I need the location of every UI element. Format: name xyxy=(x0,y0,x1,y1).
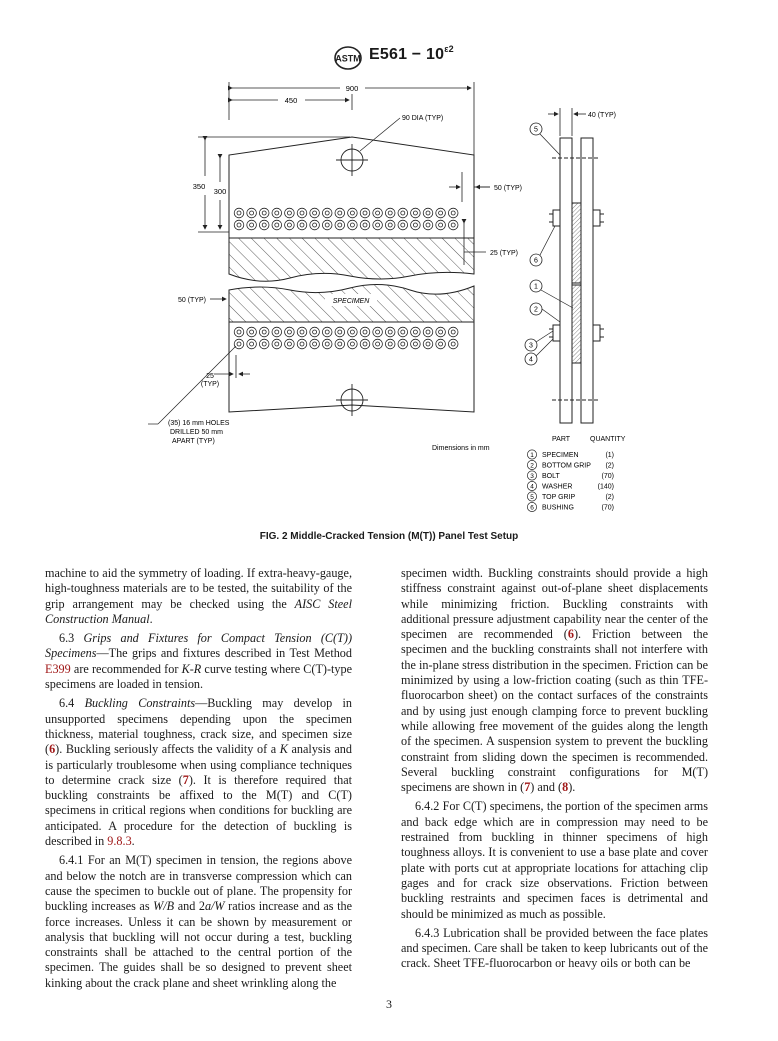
bolt-hole-inner xyxy=(363,211,367,215)
bolt-hole-inner xyxy=(350,342,354,346)
svg-text:1: 1 xyxy=(534,283,538,291)
bolt-hole xyxy=(322,208,332,218)
bolt-hole-inner xyxy=(325,223,329,227)
dim-300: 300 xyxy=(213,187,227,196)
dim-hole-dia: 90 DIA (TYP) xyxy=(402,115,444,122)
bolt-hole-inner xyxy=(350,211,354,215)
bolt-hole-inner xyxy=(325,342,329,346)
bolt-hole-inner xyxy=(401,223,405,227)
svg-text:5: 5 xyxy=(534,126,538,134)
dim-350: 350 xyxy=(192,182,206,191)
part-number: 2 xyxy=(530,462,534,470)
bolt-hole-inner xyxy=(451,223,455,227)
bolt-hole xyxy=(285,220,295,230)
svg-text:ASTM: ASTM xyxy=(335,53,361,64)
bolt-hole-inner xyxy=(388,330,392,334)
bolt-hole-inner xyxy=(401,330,405,334)
bolt-hole-inner xyxy=(287,211,291,215)
bolt-hole xyxy=(272,220,282,230)
part-quantity: (2) xyxy=(605,462,614,470)
part-number: 1 xyxy=(530,452,534,459)
bolt-hole-inner xyxy=(262,342,266,346)
ref-8[interactable]: 8 xyxy=(562,780,569,795)
bolt-hole-inner xyxy=(313,223,317,227)
bolt-hole-inner xyxy=(338,223,342,227)
bolt-hole xyxy=(234,339,244,349)
holes-note-2: DRILLED 50 mm xyxy=(170,429,223,436)
dim-25-right: 25 (TYP) xyxy=(490,250,519,257)
bolt-hole xyxy=(373,208,383,218)
bolt-hole xyxy=(259,208,269,218)
bolt-hole xyxy=(436,339,446,349)
part-name: BOLT xyxy=(542,473,560,480)
dim-40-typ: 40 (TYP) xyxy=(588,112,617,119)
bolt-hole xyxy=(398,220,408,230)
bolt-hole xyxy=(285,327,295,337)
part-name: WASHER xyxy=(542,483,573,491)
bolt-hole-inner xyxy=(262,223,266,227)
dim-50-right: 50 (TYP) xyxy=(494,185,523,192)
bolt-hole xyxy=(360,208,370,218)
bolt-hole-inner xyxy=(237,223,241,227)
specimen-upper xyxy=(229,238,474,281)
bolt-hole xyxy=(310,220,320,230)
bolt-hole-inner xyxy=(376,211,380,215)
bolt-hole-inner xyxy=(363,330,367,334)
part-name: SPECIMEN xyxy=(542,452,579,459)
bolt-hole xyxy=(322,220,332,230)
bolt-hole-inner xyxy=(275,223,279,227)
svg-text:2: 2 xyxy=(534,306,538,314)
bolt-hole-inner xyxy=(325,211,329,215)
ref-6[interactable]: 6 xyxy=(567,627,574,642)
bolt-hole xyxy=(448,327,458,337)
part-number: 3 xyxy=(530,473,534,480)
bolt-hole-inner xyxy=(439,223,443,227)
bolt-hole xyxy=(448,220,458,230)
bolt-hole xyxy=(348,327,358,337)
bolt-hole-inner xyxy=(313,211,317,215)
right-column xyxy=(401,566,708,976)
bolt-hole xyxy=(310,327,320,337)
figure-caption: FIG. 2 Middle-Cracked Tension (M(T)) Panel Test Setup xyxy=(259,531,519,542)
bolt-hole xyxy=(335,327,345,337)
bolt-hole-inner xyxy=(287,330,291,334)
bolt-hole xyxy=(436,220,446,230)
bolt-hole-inner xyxy=(313,342,317,346)
bolt-hole xyxy=(423,208,433,218)
bolt-hole-inner xyxy=(413,223,417,227)
parts-header-qty: QUANTITY xyxy=(590,436,626,443)
bolt-hole-inner xyxy=(376,342,380,346)
astm-logo-icon xyxy=(333,46,363,75)
bolt-hole-inner xyxy=(300,330,304,334)
part-quantity: (70) xyxy=(601,504,614,512)
paragraph-6-4-2: 6.4.2 For C(T) specimens, the portion of the specimen arms and back edge which are in compression may need to be restrained from buckling in thinner specimens of high toughness alloys. It is convenient to use a base plate and cover plate with ports cut at appropriate locations for attaching clip gages and for crack size observations. Friction between buckling restraints and specimen faces is detrimental and should be minimized as much as possible. xyxy=(401,799,708,921)
bolt-hole-inner xyxy=(237,342,241,346)
bolt-hole-inner xyxy=(413,330,417,334)
bolt-hole-inner xyxy=(338,330,342,334)
paragraph-6-4: 6.4 Buckling Constraints—Buckling may develop in unsupported specimens depending upon the specimen thickness, material toughness, crack size, and specimen size (6). Buckling seriously affects the validity of a K analysis and is particularly troublesome when using compliance techniques to determine crack size (7). It is therefore required that buckling constraints be affixed to the M(T) and C(T) specimens in critical regions when conditions for buckling are anticipated. A procedure for the detection of buckling is described in 9.8.3. xyxy=(45,696,353,849)
dim-25-bottom-typ: (TYP) xyxy=(200,381,220,388)
bolt-hole-inner xyxy=(275,211,279,215)
bolt-hole-inner xyxy=(451,211,455,215)
bolt-hole-inner xyxy=(250,330,254,334)
bolt-hole-inner xyxy=(363,342,367,346)
bolt-hole xyxy=(297,339,307,349)
bolt-hole-inner xyxy=(363,223,367,227)
ref-7[interactable]: 7 xyxy=(524,780,531,795)
ref-7[interactable]: 7 xyxy=(182,772,189,787)
bottom-pin-hole xyxy=(336,384,368,416)
bolt-hole-inner xyxy=(287,223,291,227)
bolt-hole xyxy=(247,327,257,337)
bolt-hole xyxy=(436,327,446,337)
paragraph: specimen width. Buckling constraints should provide a high stiffness constraint against out-of-plane sheet displacements while minimizing friction. Buckling constraints with additional pressure adjustment capability near the center of the specimen are recommended (6). Friction between the specimen and the buckling constraints shall not interfere with the in-plane stress distribution in the specimen. Friction can be minimized by using a low-friction coating (such as thin TFE-fluorocarbon sheet) on the contact surfaces of the constraints and by using just enough clamping force to prevent buckling while allowing free movement of the guides along the length of the specimen. A suspension system to prevent the buckling constraint from sliding down the specimen is recommended. Several buckling constraint configurations for M(T) specimens are shown in (7) and (8). xyxy=(401,566,708,795)
paragraph-6-4-1: 6.4.1 For an M(T) specimen in tension, the regions above and below the notch are in transverse compression which can cause the specimen to buckle out of plane. The propensity for buckling increases as W/B and 2a/W ratios increase and as the force increases. Unless it can be shown by measurement or analysis that buckling will not occur during a test, buckling constraints shall be attached to the central portion of the specimen. The guides shall be so designed to prevent sheet kinking about the crack plane and sheet wrinkling along the xyxy=(45,853,352,990)
bolt-hole xyxy=(448,339,458,349)
bolt-hole xyxy=(360,327,370,337)
bolt-hole xyxy=(385,327,395,337)
bolt-hole xyxy=(322,327,332,337)
bolt-hole xyxy=(411,208,421,218)
bolt-hole-inner xyxy=(250,342,254,346)
part-quantity: (140) xyxy=(597,483,614,491)
bolt-hole xyxy=(423,220,433,230)
bolt-hole xyxy=(373,220,383,230)
page-number: 3 xyxy=(386,997,392,1011)
ref-6[interactable]: 6 xyxy=(49,742,56,757)
bolt-hole xyxy=(398,327,408,337)
bolt-hole xyxy=(272,208,282,218)
bolt-hole xyxy=(398,339,408,349)
bolt-hole xyxy=(247,339,257,349)
bolt-hole-inner xyxy=(388,223,392,227)
bolt-hole xyxy=(423,327,433,337)
dim-width-900 xyxy=(229,82,474,178)
bolt-hole xyxy=(411,220,421,230)
bolt-hole xyxy=(310,208,320,218)
bolt-hole xyxy=(385,220,395,230)
svg-text:3: 3 xyxy=(529,342,533,350)
bolt-hole-inner xyxy=(338,342,342,346)
bolt-hole-inner xyxy=(275,330,279,334)
parts-header-part: PART xyxy=(552,436,571,443)
part-name: BUSHING xyxy=(542,504,574,512)
bolt-hole-inner xyxy=(338,211,342,215)
dim-50-left: 50 (TYP) xyxy=(178,297,207,304)
dim-450-label: 450 xyxy=(284,96,298,105)
bolt-hole xyxy=(360,339,370,349)
bolt-hole xyxy=(335,339,345,349)
bolt-hole-inner xyxy=(451,342,455,346)
svg-text:4: 4 xyxy=(529,356,533,364)
bolt-hole xyxy=(348,208,358,218)
bolt-hole xyxy=(259,327,269,337)
bolt-hole xyxy=(335,220,345,230)
specimen-label: SPECIMEN xyxy=(332,298,370,305)
bolt-hole xyxy=(448,208,458,218)
part-number: 6 xyxy=(530,504,534,512)
bolt-hole xyxy=(234,220,244,230)
top-bolt-rows xyxy=(234,208,458,230)
paragraph-6-3: 6.3 Grips and Fixtures for Compact Tension (C(T)) Specimens—The grips and fixtures described in Test Method E399 are recommended for K-R curve testing where C(T)-type specimens are loaded in tension. xyxy=(45,631,353,692)
bolt-hole-inner xyxy=(300,211,304,215)
bolt-hole-inner xyxy=(439,342,443,346)
bolt-hole-inner xyxy=(350,330,354,334)
bolt-hole xyxy=(411,339,421,349)
bolt-hole xyxy=(335,208,345,218)
dim-900-label: 900 xyxy=(345,84,359,93)
bolt-hole-inner xyxy=(426,211,430,215)
bolt-hole-inner xyxy=(401,211,405,215)
bolt-hole-inner xyxy=(287,342,291,346)
bolt-hole-inner xyxy=(413,211,417,215)
bolt-hole xyxy=(385,339,395,349)
standard-designation xyxy=(369,46,454,64)
bolt-hole-inner xyxy=(413,342,417,346)
bolt-hole xyxy=(423,339,433,349)
left-column xyxy=(45,566,352,995)
paragraph-6-4-3: 6.4.3 Lubrication shall be provided between the face plates and specimen. Care shall be taken to keep lubricants out of the crack. Sheet TFE-fluorocarbon or heavy oils or both can be xyxy=(401,925,708,971)
bolt-hole-inner xyxy=(376,330,380,334)
bolt-hole-inner xyxy=(388,211,392,215)
bolt-hole xyxy=(247,220,257,230)
bolt-hole xyxy=(297,220,307,230)
bolt-hole-inner xyxy=(388,342,392,346)
bolt-hole xyxy=(297,208,307,218)
part-name: BOTTOM GRIP xyxy=(542,462,591,470)
bolt-hole-inner xyxy=(262,330,266,334)
holes-note-1: (35) 16 mm HOLES xyxy=(168,420,230,427)
bolt-hole xyxy=(297,327,307,337)
holes-note-3: APART (TYP) xyxy=(172,438,215,445)
designation-text: E561 − 10 xyxy=(369,46,445,63)
bolt-hole xyxy=(322,339,332,349)
bolt-hole xyxy=(373,327,383,337)
link-e399[interactable]: E399 xyxy=(45,661,71,676)
bolt-hole-inner xyxy=(325,330,329,334)
bolt-hole-inner xyxy=(250,223,254,227)
parts-table xyxy=(527,436,625,512)
part-quantity: (2) xyxy=(605,494,614,501)
bolt-hole-inner xyxy=(313,330,317,334)
bolt-hole xyxy=(285,208,295,218)
bolt-hole xyxy=(310,339,320,349)
bottom-bolt-rows xyxy=(234,327,458,349)
bolt-hole-inner xyxy=(439,330,443,334)
bolt-hole xyxy=(234,208,244,218)
svg-text:6: 6 xyxy=(534,257,538,265)
paragraph: machine to aid the symmetry of loading. If extra-heavy-gauge, high-toughness materials are to be tested, the suitability of the grip arrangement may be checked using the AISC Steel Construction Manual. xyxy=(45,566,352,626)
bolt-hole xyxy=(272,339,282,349)
bolt-hole-inner xyxy=(426,330,430,334)
designation-superscript: ε2 xyxy=(444,44,454,54)
bolt-hole-inner xyxy=(376,223,380,227)
bolt-hole-inner xyxy=(350,223,354,227)
bolt-hole xyxy=(348,339,358,349)
bolt-hole-inner xyxy=(401,342,405,346)
bolt-hole xyxy=(385,208,395,218)
side-view xyxy=(549,138,604,423)
bolt-hole-inner xyxy=(300,223,304,227)
part-name: TOP GRIP xyxy=(542,494,576,501)
bolt-hole xyxy=(360,220,370,230)
bolt-hole xyxy=(234,327,244,337)
figure-mt-panel-setup xyxy=(0,76,778,526)
bolt-hole-inner xyxy=(262,211,266,215)
bolt-hole xyxy=(436,208,446,218)
bolt-hole-inner xyxy=(426,342,430,346)
link-9-8-3[interactable]: 9.8.3 xyxy=(107,834,132,849)
bolt-hole xyxy=(272,327,282,337)
bolt-hole-inner xyxy=(237,211,241,215)
units-note: Dimensions in mm xyxy=(432,445,490,452)
bolt-hole-inner xyxy=(275,342,279,346)
part-quantity: (1) xyxy=(605,452,614,459)
bolt-hole-inner xyxy=(250,211,254,215)
part-quantity: (70) xyxy=(601,473,614,480)
bolt-hole xyxy=(348,220,358,230)
bolt-hole-inner xyxy=(237,330,241,334)
part-number: 4 xyxy=(530,483,534,491)
part-number: 5 xyxy=(530,494,534,501)
bolt-hole-inner xyxy=(439,211,443,215)
bolt-hole-inner xyxy=(300,342,304,346)
bolt-hole xyxy=(259,339,269,349)
bolt-hole xyxy=(247,208,257,218)
dim-25-bottom: 25 xyxy=(206,373,214,380)
bolt-hole-inner xyxy=(426,223,430,227)
bolt-hole xyxy=(259,220,269,230)
bolt-hole xyxy=(285,339,295,349)
bolt-hole xyxy=(398,208,408,218)
bolt-hole xyxy=(411,327,421,337)
bolt-hole xyxy=(373,339,383,349)
bolt-hole-inner xyxy=(451,330,455,334)
